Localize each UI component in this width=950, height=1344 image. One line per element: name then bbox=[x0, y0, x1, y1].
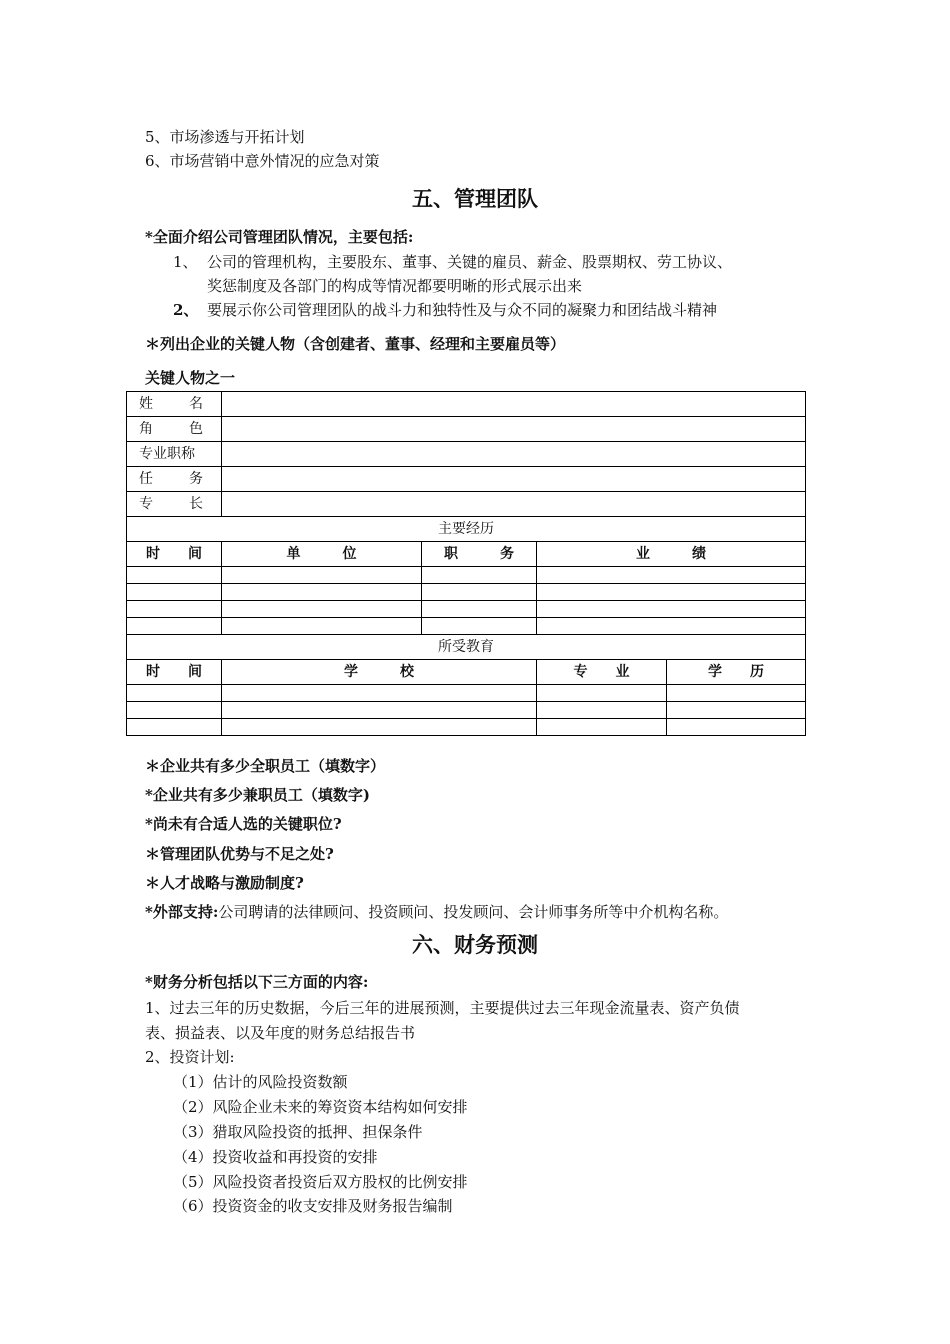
exp-cell[interactable] bbox=[422, 567, 537, 584]
question-vacant-positions: *尚未有合适人选的关键职位? bbox=[145, 815, 342, 833]
investment-item-5: （5）风险投资者投资后双方股权的比例安排 bbox=[173, 1173, 468, 1191]
edu-cell[interactable] bbox=[127, 685, 222, 702]
experience-row bbox=[127, 584, 806, 601]
investment-item-2: （2）风险企业未来的筹资资本结构如何安排 bbox=[173, 1098, 468, 1116]
exp-cell[interactable] bbox=[222, 601, 422, 618]
key-person-table bbox=[126, 391, 806, 736]
field-label: 任 务 bbox=[127, 467, 222, 492]
exp-cell[interactable] bbox=[127, 584, 222, 601]
field-value[interactable] bbox=[222, 467, 806, 492]
question-parttime: *企业共有多少兼职员工（填数字) bbox=[145, 786, 370, 804]
edu-cell[interactable] bbox=[667, 685, 806, 702]
question-fulltime: ＊企业共有多少全职员工（填数字） bbox=[145, 757, 386, 775]
external-support bbox=[145, 902, 728, 922]
field-value[interactable] bbox=[222, 492, 806, 517]
finance-para-1-line-2: 表、损益表、以及年度的财务总结报告书 bbox=[145, 1024, 416, 1042]
edu-header-time: 时 间 bbox=[127, 660, 222, 685]
external-support-text: 公司聘请的法律顾问、投资顾问、投发顾问、会计师事务所等中介机构名称。 bbox=[218, 903, 729, 921]
edu-header-degree: 学 历 bbox=[667, 660, 806, 685]
investment-item-6: （6）投资资金的收支安排及财务报告编制 bbox=[173, 1197, 453, 1215]
question-team-strengths: ＊管理团队优势与不足之处? bbox=[145, 845, 334, 863]
exp-cell[interactable] bbox=[422, 618, 537, 635]
item-2-number: 2、 bbox=[173, 301, 199, 319]
table-caption: 关键人物之一 bbox=[145, 369, 236, 387]
exp-cell[interactable] bbox=[537, 618, 806, 635]
exp-header-time: 时 间 bbox=[127, 542, 222, 567]
education-row bbox=[127, 719, 806, 736]
section-5-lead: *全面介绍公司管理团队情况，主要包括: bbox=[145, 228, 414, 246]
education-title: 所受教育 bbox=[127, 635, 806, 660]
field-row bbox=[127, 492, 806, 517]
field-label: 专业职称 bbox=[127, 442, 222, 467]
field-label: 专 长 bbox=[127, 492, 222, 517]
exp-cell[interactable] bbox=[127, 618, 222, 635]
exp-cell[interactable] bbox=[537, 601, 806, 618]
key-people-heading: ＊列出企业的关键人物（含创建者、董事、经理和主要雇员等） bbox=[145, 335, 566, 353]
exp-cell[interactable] bbox=[222, 584, 422, 601]
investment-item-3: （3）猎取风险投资的抵押、担保条件 bbox=[173, 1123, 423, 1141]
exp-header-achievement: 业 绩 bbox=[537, 542, 806, 567]
edu-cell[interactable] bbox=[667, 702, 806, 719]
edu-cell[interactable] bbox=[222, 702, 537, 719]
experience-row bbox=[127, 618, 806, 635]
section-6-title: 六、财务预测 bbox=[412, 932, 538, 957]
edu-cell[interactable] bbox=[537, 702, 667, 719]
education-row bbox=[127, 685, 806, 702]
external-support-label: *外部支持: bbox=[145, 903, 219, 921]
exp-cell[interactable] bbox=[222, 567, 422, 584]
field-row bbox=[127, 417, 806, 442]
question-talent-strategy: ＊人才战略与激励制度? bbox=[145, 874, 304, 892]
item-2-text: 要展示你公司管理团队的战斗力和独特性及与众不同的凝聚力和团结战斗精神 bbox=[207, 301, 718, 319]
edu-header-school: 学 校 bbox=[222, 660, 537, 685]
edu-cell[interactable] bbox=[222, 719, 537, 736]
education-header-row bbox=[127, 660, 806, 685]
field-row bbox=[127, 442, 806, 467]
finance-para-1-line-1: 1、过去三年的历史数据，今后三年的进展预测，主要提供过去三年现金流量表、资产负债 bbox=[145, 999, 740, 1017]
experience-title: 主要经历 bbox=[127, 517, 806, 542]
exp-cell[interactable] bbox=[537, 584, 806, 601]
exp-cell[interactable] bbox=[127, 567, 222, 584]
investment-item-1: （1）估计的风险投资数额 bbox=[173, 1073, 348, 1091]
investment-item-4: （4）投资收益和再投资的安排 bbox=[173, 1148, 378, 1166]
exp-cell[interactable] bbox=[222, 618, 422, 635]
section-6-lead: *财务分析包括以下三方面的内容: bbox=[145, 973, 369, 991]
exp-cell[interactable] bbox=[422, 601, 537, 618]
item-1-line-1: 公司的管理机构，主要股东、董事、关键的雇员、薪金、股票期权、劳工协议、 bbox=[207, 253, 733, 271]
field-value[interactable] bbox=[222, 417, 806, 442]
edu-cell[interactable] bbox=[667, 719, 806, 736]
exp-cell[interactable] bbox=[127, 601, 222, 618]
field-value[interactable] bbox=[222, 392, 806, 417]
education-title-row bbox=[127, 635, 806, 660]
experience-header-row bbox=[127, 542, 806, 567]
field-row bbox=[127, 392, 806, 417]
item-1-line-2: 奖惩制度及各部门的构成等情况都要明晰的形式展示出来 bbox=[207, 277, 583, 295]
section-5-title: 五、管理团队 bbox=[412, 186, 538, 211]
field-label: 姓 名 bbox=[127, 392, 222, 417]
edu-cell[interactable] bbox=[537, 685, 667, 702]
exp-header-position: 职 务 bbox=[422, 542, 537, 567]
intro-line-6: 6、市场营销中意外情况的应急对策 bbox=[145, 152, 380, 170]
exp-cell[interactable] bbox=[537, 567, 806, 584]
experience-row bbox=[127, 601, 806, 618]
edu-cell[interactable] bbox=[127, 719, 222, 736]
education-row bbox=[127, 702, 806, 719]
edu-cell[interactable] bbox=[537, 719, 667, 736]
experience-title-row bbox=[127, 517, 806, 542]
exp-header-unit: 单 位 bbox=[222, 542, 422, 567]
field-value[interactable] bbox=[222, 442, 806, 467]
finance-para-2: 2、投资计划: bbox=[145, 1048, 235, 1066]
field-row bbox=[127, 467, 806, 492]
field-label: 角 色 bbox=[127, 417, 222, 442]
exp-cell[interactable] bbox=[422, 584, 537, 601]
edu-header-major: 专 业 bbox=[537, 660, 667, 685]
edu-cell[interactable] bbox=[222, 685, 537, 702]
item-1-number: 1、 bbox=[173, 253, 198, 271]
experience-row bbox=[127, 567, 806, 584]
intro-line-5: 5、市场渗透与开拓计划 bbox=[145, 128, 305, 146]
edu-cell[interactable] bbox=[127, 702, 222, 719]
